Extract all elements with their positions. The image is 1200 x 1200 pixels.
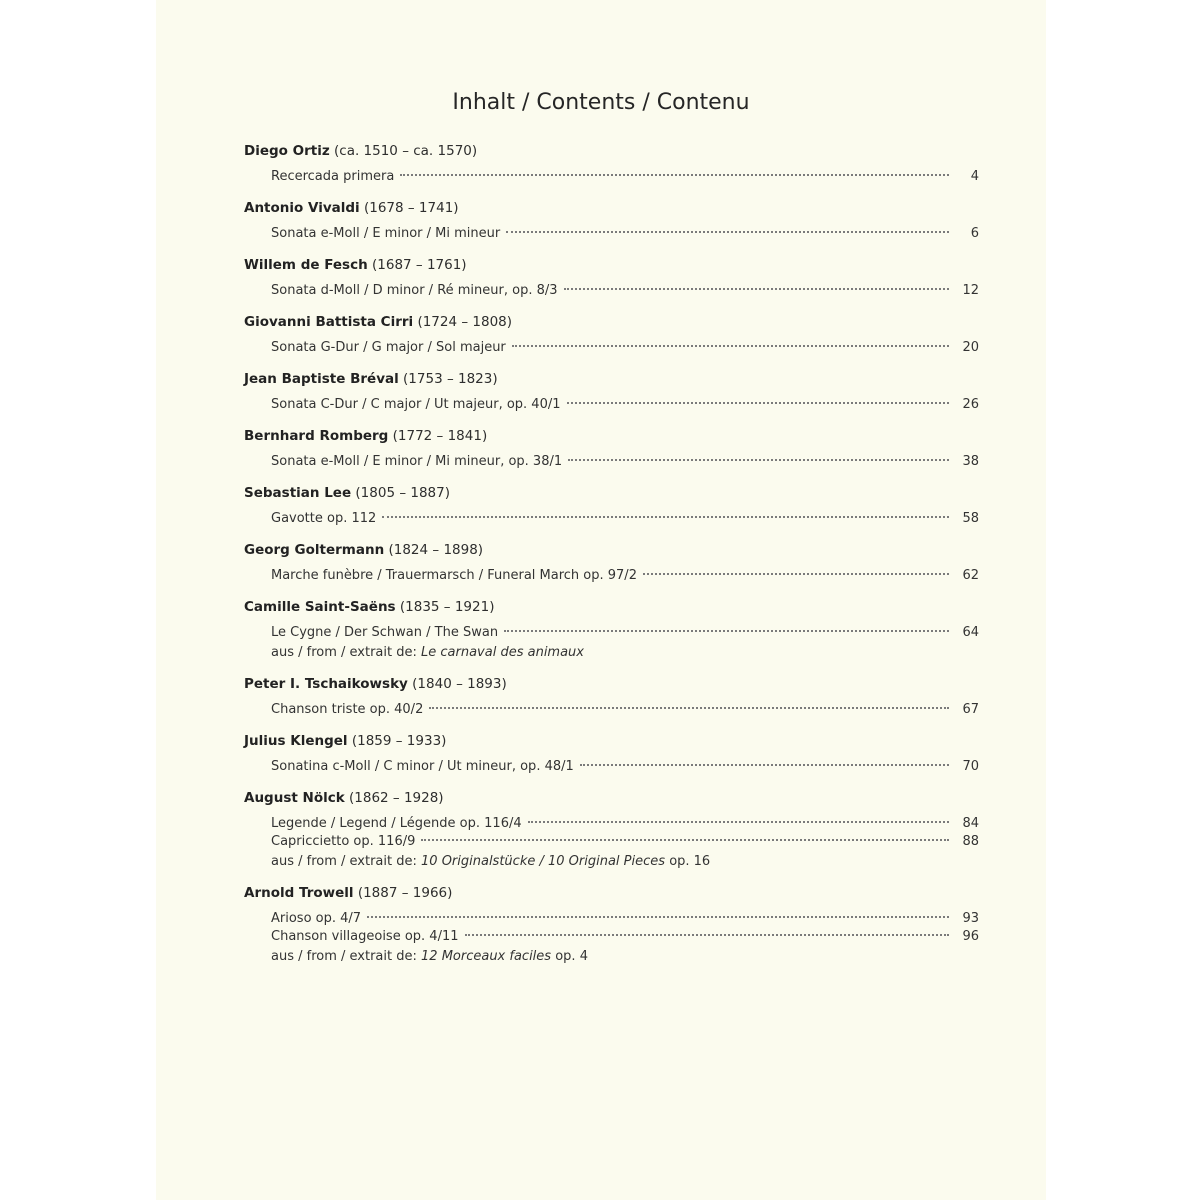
page-number: 67 [962,702,979,717]
composer-name: Jean Baptiste Bréval [244,371,399,387]
composer-heading [244,256,979,274]
piece-title: Marche funèbre / Trauermarsch / Funeral March op. 97/2 [271,568,637,583]
dot-leader [421,839,949,841]
piece-title: Le Cygne / Der Schwan / The Swan [271,625,499,640]
toc-entry [271,758,979,776]
dot-leader [504,630,949,632]
composer-heading [244,313,979,331]
piece-title: Recercada primera [271,169,395,184]
contents-page [156,0,1046,1200]
composer-entry [244,427,979,471]
page-number: 6 [970,226,979,241]
piece-list [244,168,979,186]
page-number: 26 [962,397,979,412]
piece-list [244,910,979,946]
composer-entry [244,484,979,528]
composer-name: Diego Ortiz [244,143,330,159]
dot-leader [564,288,949,290]
composer-name: Georg Goltermann [244,542,385,558]
composer-entry [244,370,979,414]
piece-list [244,282,979,300]
page-number: 4 [970,169,979,184]
composer-entry [244,598,979,662]
dot-leader [465,934,950,936]
toc-entry [271,168,979,186]
source-suffix: op. 16 [669,854,711,869]
toc-entry [271,510,979,528]
piece-list [244,701,979,719]
composer-name: Peter I. Tschaikowsky [244,676,408,692]
toc-entry [271,282,979,300]
source-prefix: aus / from / extrait de: [271,645,417,660]
dot-leader [512,345,949,347]
toc-entry [271,833,979,851]
toc-entry [271,910,979,928]
composer-name: Sebastian Lee [244,485,352,501]
dot-leader [506,231,949,233]
composer-name: August Nölck [244,790,345,806]
toc-entry [271,815,979,833]
piece-title: Sonata e-Moll / E minor / Mi mineur, op. 38/1 [271,454,563,469]
composer-heading [244,598,979,616]
composer-dates: (1887 – 1966) [357,885,453,901]
composer-name: Julius Klengel [244,733,348,749]
composer-name: Arnold Trowell [244,885,354,901]
composer-dates: (ca. 1510 – ca. 1570) [334,143,478,159]
composer-entry [244,256,979,300]
page-number: 70 [962,759,979,774]
page-number: 64 [962,625,979,640]
composer-entry [244,313,979,357]
composer-name: Willem de Fesch [244,257,368,273]
source-work: Le carnaval des animaux [421,645,584,660]
dot-leader [528,821,949,823]
page-number: 20 [962,340,979,355]
piece-title: Sonata d-Moll / D minor / Ré mineur, op. 8/3 [271,283,558,298]
composer-heading [244,484,979,502]
piece-list [244,758,979,776]
toc-entry [271,928,979,946]
piece-list [244,510,979,528]
toc-entry [271,567,979,585]
source-work: 12 Morceaux faciles [421,949,552,964]
composer-dates: (1824 – 1898) [388,542,484,558]
piece-title: Chanson triste op. 40/2 [271,702,424,717]
composer-dates: (1805 – 1887) [355,485,450,501]
composer-heading [244,142,979,160]
toc-entry [271,396,979,414]
dot-leader [568,459,949,461]
composer-entry [244,789,979,871]
composer-name: Antonio Vivaldi [244,200,360,216]
dot-leader [382,516,949,518]
composer-entry [244,199,979,243]
source-suffix: op. 4 [555,949,588,964]
composer-entry [244,541,979,585]
composer-dates: (1772 – 1841) [392,428,488,444]
dot-leader [367,916,949,918]
piece-title: Sonatina c-Moll / C minor / Ut mineur, op. 48/1 [271,759,574,774]
page-number: 62 [962,568,979,583]
piece-list [244,396,979,414]
dot-leader [567,402,949,404]
piece-title: Legende / Legend / Légende op. 116/4 [271,816,522,831]
dot-leader [429,707,949,709]
composer-heading [244,427,979,445]
piece-title: Sonata e-Moll / E minor / Mi mineur [271,226,501,241]
toc-entry [271,339,979,357]
composer-dates: (1753 – 1823) [403,371,498,387]
composer-name: Camille Saint-Saëns [244,599,396,615]
page-number: 12 [962,283,979,298]
dot-leader [580,764,949,766]
page-number: 96 [962,929,979,944]
source-prefix: aus / from / extrait de: [271,854,417,869]
composer-heading [244,789,979,807]
composer-dates: (1840 – 1893) [412,676,507,692]
composer-dates: (1862 – 1928) [349,790,444,806]
piece-list [244,453,979,471]
source-note [244,948,979,966]
toc-entry [271,624,979,642]
piece-list [244,567,979,585]
dot-leader [643,573,949,575]
page-title: Inhalt / Contents / Contenu [452,90,750,115]
piece-title: Gavotte op. 112 [271,511,377,526]
composer-dates: (1835 – 1921) [399,599,495,615]
composer-heading [244,199,979,217]
composer-name: Bernhard Romberg [244,428,389,444]
composer-dates: (1724 – 1808) [417,314,513,330]
composer-dates: (1678 – 1741) [363,200,459,216]
composer-heading [244,370,979,388]
source-prefix: aus / from / extrait de: [271,949,417,964]
page-number: 84 [962,816,979,831]
composer-heading [244,541,979,559]
composer-entry [244,884,979,966]
piece-list [244,225,979,243]
composer-entry [244,142,979,186]
dot-leader [400,174,949,176]
toc-entry [271,701,979,719]
piece-title: Arioso op. 4/7 [271,911,362,926]
composer-name: Giovanni Battista Cirri [244,314,414,330]
piece-list [244,339,979,357]
source-work: 10 Originalstücke / 10 Original Pieces [421,854,666,869]
toc-entry [271,453,979,471]
composer-heading [244,732,979,750]
page-number: 58 [962,511,979,526]
composer-heading [244,675,979,693]
piece-list [244,815,979,851]
page-number: 93 [962,911,979,926]
composer-heading [244,884,979,902]
composer-entry [244,675,979,719]
piece-title: Sonata G-Dur / G major / Sol majeur [271,340,506,355]
composer-dates: (1687 – 1761) [372,257,467,273]
composer-dates: (1859 – 1933) [351,733,447,749]
piece-list [244,624,979,642]
composer-entry [244,732,979,776]
toc-entry [271,225,979,243]
piece-title: Capriccietto op. 116/9 [271,834,416,849]
page-number: 38 [962,454,979,469]
page-number: 88 [962,834,979,849]
source-note [244,644,979,662]
piece-title: Sonata C-Dur / C major / Ut majeur, op. 40/1 [271,397,561,412]
source-note [244,853,979,871]
piece-title: Chanson villageoise op. 4/11 [271,929,459,944]
table-of-contents [244,142,979,979]
